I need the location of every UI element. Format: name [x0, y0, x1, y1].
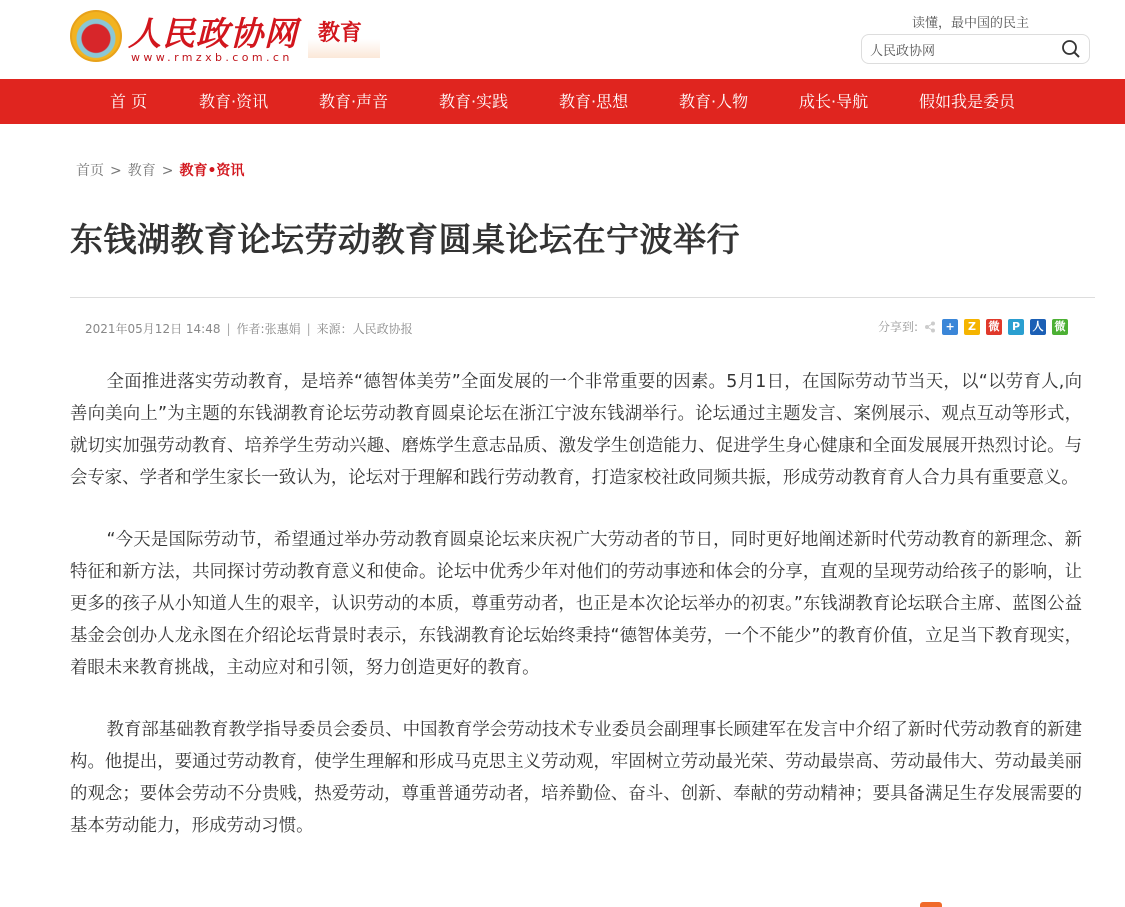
article-body — [70, 366, 1082, 872]
paragraph: 全面推进落实劳动教育，是培养“德智体美劳”全面发展的一个非常重要的因素。5月1日，在国际劳动节当天，以“以劳育人,向善向美向上”为主题的东钱湖教育论坛劳动教育圆桌论坛在浙江宁波东钱湖举行。论坛通过主题发言、案例展示、观点互动等形式，就切实加强劳动教育、培养学生劳动兴趣、磨炼学生意志品质、激发学生创造能力、促进学生身心健康和全面发展展开热烈讨论。与会专家、学者和学生家长一致认为，论坛对于理解和践行劳动教育，打造家校社政同频共振，形成劳动教育育人合力具有重要意义。 — [70, 372, 1082, 488]
paragraph: “今天是国际劳动节，希望通过举办劳动教育圆桌论坛来庆祝广大劳动者的节日，同时更好地阐述新时代劳动教育的新理念、新特征和新方法，共同探讨劳动教育意义和使命。论坛中优秀少年对他们的劳动事迹和体会的分享，直观的呈现劳动给孩子的影响，让更多的孩子从小知道人生的艰辛，认识劳动的本质，尊重劳动者，也正是本次论坛举办的初衷。”东钱湖教育论坛联合主席、蓝图公益基金会创办人龙永图在介绍论坛背景时表示，东钱湖教育论坛始终秉持“德智体美劳，一个不能少”的教育价值，立足当下教育现实，着眼未来教育挑战，主动应对和引领，努力创造更好的教育。 — [70, 530, 1082, 678]
search-icon[interactable] — [1061, 39, 1081, 59]
paragraph: 教育部基础教育教学指导委员会委员、中国教育学会劳动技术专业委员会副理事长顾建军在发言中介绍了新时代劳动教育的新建构。他提出，要通过劳动教育，使学生理解和形成马克思主义劳动观，牢固树立劳动最光荣、劳动最崇高、劳动最伟大、劳动最美丽的观念；要体会劳动不分贵贱，热爱劳动，尊重普通劳动者，培养勤俭、奋斗、创新、奉献的劳动精神；要具备满足生存发展需要的基本劳动能力，形成劳动习惯。 — [70, 720, 1082, 836]
share-bar — [878, 318, 1068, 335]
share-label: 分享到: — [878, 320, 919, 334]
nav-growth-guide[interactable]: 成长·导航 — [799, 92, 869, 111]
nav-edu-voice[interactable]: 教育·声音 — [319, 92, 389, 111]
share-qq-space-icon[interactable]: Z — [964, 319, 980, 335]
nav-edu-practice[interactable]: 教育·实践 — [439, 92, 509, 111]
breadcrumb-edu[interactable]: 教育 — [127, 163, 156, 179]
author: 作者:张惠娟 — [236, 322, 301, 336]
decoration-shape — [920, 902, 942, 907]
site-header — [0, 0, 1125, 79]
share-icon — [924, 321, 936, 333]
share-qzone-plus-icon[interactable]: + — [942, 319, 958, 335]
slogan: 读懂，最中国的民主 — [912, 16, 1030, 31]
main-nav — [0, 79, 1125, 124]
channel-title[interactable]: 教育 — [308, 16, 380, 58]
article-meta: 2021年05月12日 14:48 | 作者:张惠娟 | 来源：人民政协报 — [85, 322, 413, 336]
nav-edu-thought[interactable]: 教育·思想 — [559, 92, 629, 111]
search-input[interactable] — [870, 42, 1061, 57]
site-logo[interactable]: 人民政协网 — [128, 14, 298, 53]
article-title: 东钱湖教育论坛劳动教育圆桌论坛在宁波举行 — [70, 220, 740, 259]
breadcrumb-current[interactable]: 教育•资讯 — [179, 163, 245, 179]
breadcrumb: 首页 > 教育 > 教育•资讯 — [76, 163, 245, 179]
nav-if-i-were-member[interactable]: 假如我是委员 — [919, 92, 1016, 111]
search-box — [861, 34, 1090, 64]
nav-edu-news[interactable]: 教育·资讯 — [199, 92, 269, 111]
source: 来源：人民政协报 — [316, 322, 413, 336]
share-renren-icon[interactable]: 人 — [1030, 319, 1046, 335]
divider — [70, 297, 1095, 298]
nav-edu-people[interactable]: 教育·人物 — [679, 92, 749, 111]
breadcrumb-home[interactable]: 首页 — [76, 163, 104, 179]
share-pengyou-icon[interactable]: P — [1008, 319, 1024, 335]
nav-home[interactable]: 首 页 — [110, 92, 148, 111]
publish-date: 2021年05月12日 14:48 — [85, 322, 221, 336]
cppcc-emblem-icon — [70, 10, 122, 62]
site-url: www.rmzxb.com.cn — [131, 51, 293, 64]
share-weibo-icon[interactable]: 微 — [986, 319, 1002, 335]
share-wechat-icon[interactable]: 微 — [1052, 319, 1068, 335]
